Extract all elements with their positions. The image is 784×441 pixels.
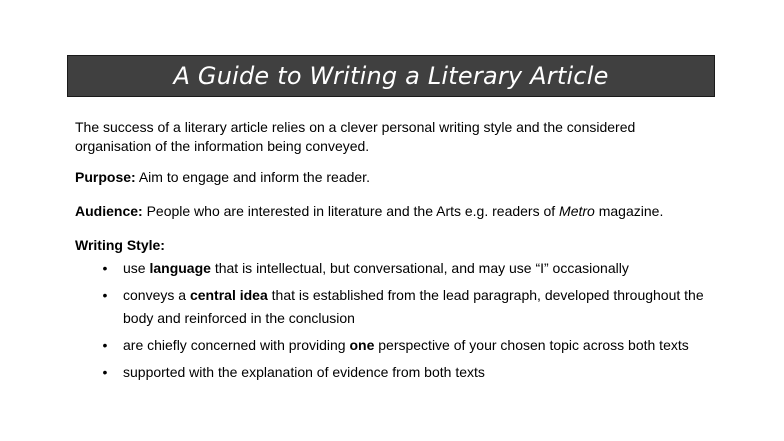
- purpose-line: [75, 168, 715, 187]
- audience-text: People who are interested in literature and the Arts e.g. readers of: [146, 203, 556, 219]
- bullet-keyword: one: [349, 337, 375, 353]
- bullet-icon: •: [102, 287, 108, 303]
- bullet-icon: •: [102, 337, 108, 353]
- audience-line: [75, 202, 715, 221]
- audience-text-end: magazine.: [598, 203, 664, 219]
- writing-style-heading: Writing Style:: [75, 237, 165, 253]
- purpose-text: Aim to engage and inform the reader.: [138, 169, 370, 185]
- bullet-text: that is established from the lead paragraph, developed throughout the body and reinforced in the conclusion: [123, 287, 704, 326]
- list-item: [75, 361, 715, 384]
- page-title: A Guide to Writing a Literary Article: [173, 62, 609, 90]
- writing-style-list: [75, 257, 715, 384]
- list-item: [75, 257, 715, 280]
- bullet-text: are chiefly concerned with providing: [123, 337, 346, 353]
- purpose-label: Purpose:: [75, 169, 136, 185]
- bullet-text: use: [123, 260, 146, 276]
- bullet-keyword: language: [149, 260, 211, 276]
- audience-magazine-name: Metro: [559, 203, 595, 219]
- bullet-text: that is intellectual, but conversational, and may use “I” occasionally: [214, 260, 629, 276]
- bullet-keyword: central idea: [189, 287, 268, 303]
- bullet-icon: •: [102, 260, 108, 276]
- bullet-text: perspective of your chosen topic across both texts: [378, 337, 689, 353]
- title-banner: [67, 55, 715, 97]
- list-item: [75, 334, 715, 357]
- article-body: [75, 118, 715, 388]
- audience-label: Audience:: [75, 203, 143, 219]
- intro-paragraph: The success of a literary article relies on a clever personal writing style and the considered organisation of the information being conveyed.: [75, 119, 636, 154]
- bullet-text: supported with the explanation of evidence from both texts: [123, 364, 485, 380]
- bullet-icon: •: [102, 364, 108, 380]
- list-item: [75, 284, 715, 330]
- bullet-text: conveys a: [123, 287, 187, 303]
